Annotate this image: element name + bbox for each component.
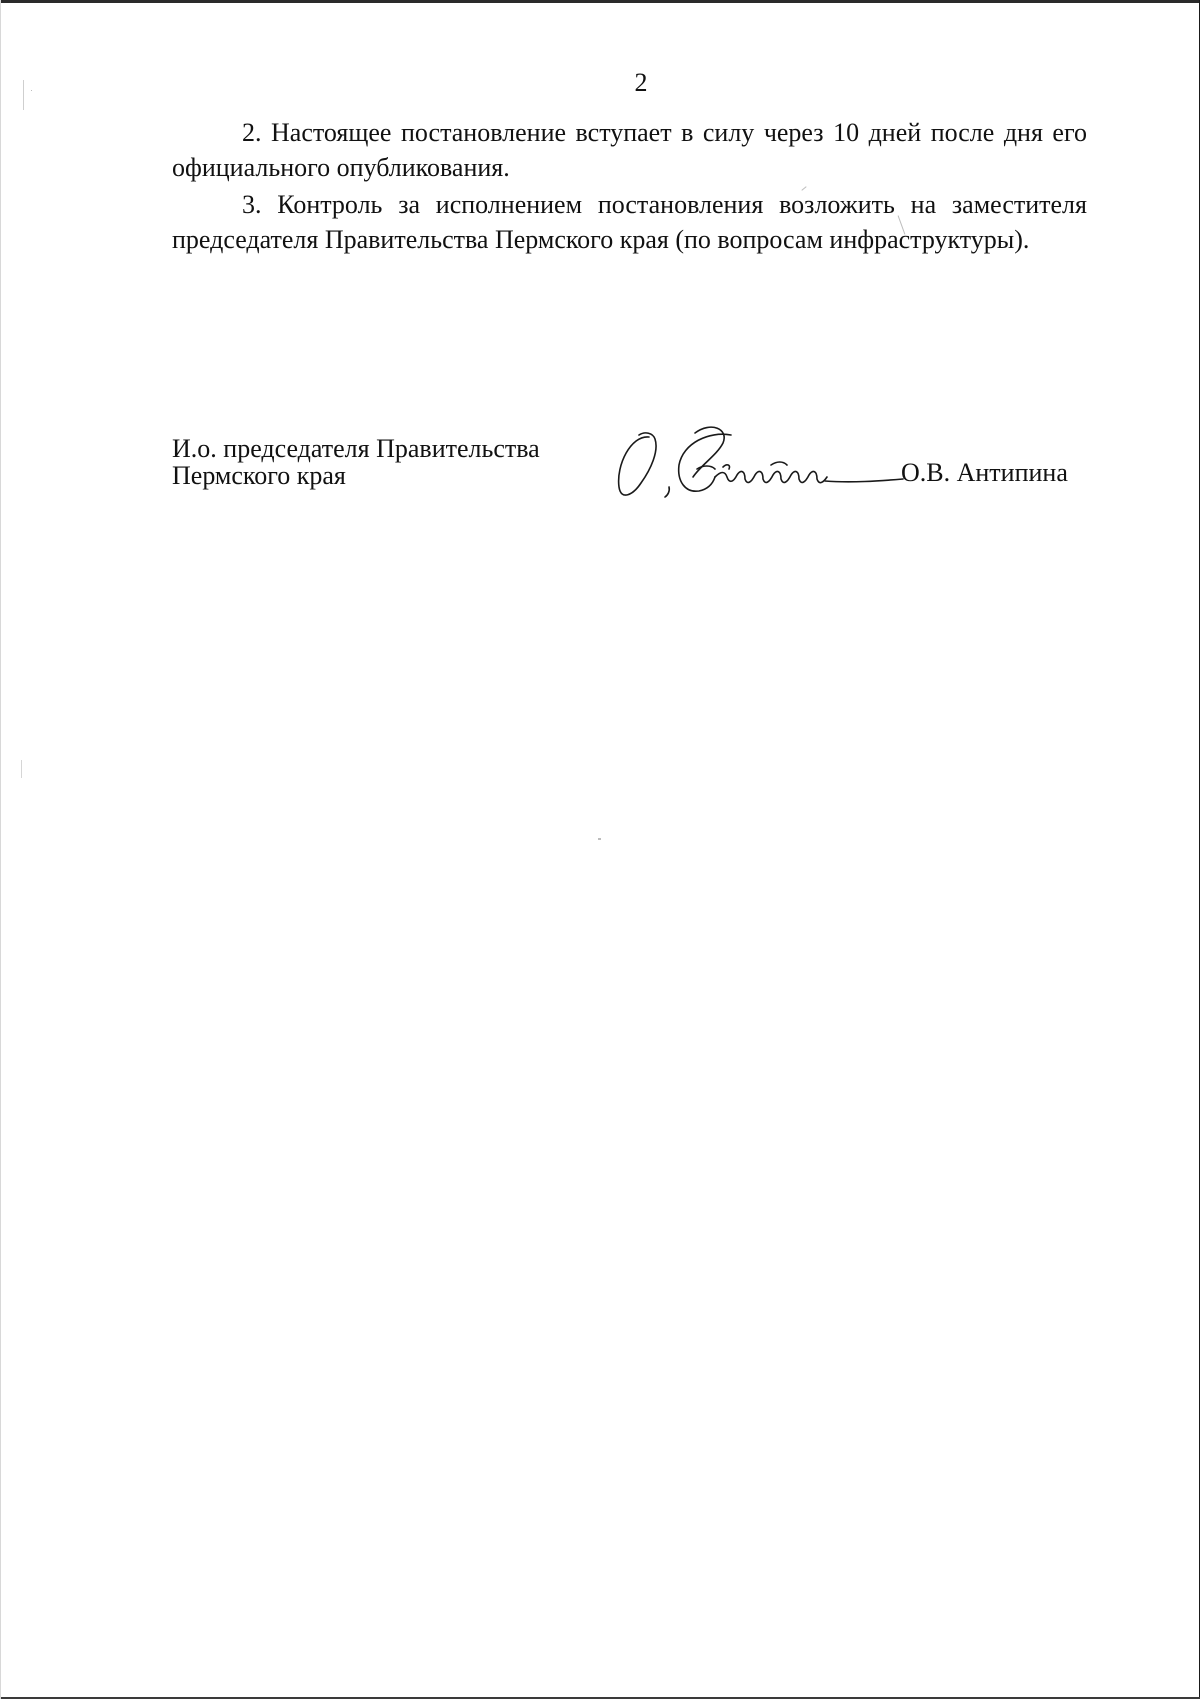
scan-speck [598,838,601,840]
scan-speck [21,760,22,778]
scan-speck [31,90,32,91]
handwritten-signature [611,425,911,505]
page-number: 2 [634,68,648,97]
signatory-title: И.о. председателя Правительства Пермского края [172,434,540,490]
scan-edge-top [1,0,1200,3]
signatory-name: О.В. Антипина [901,458,1068,487]
scan-speck [23,80,24,110]
paragraph-control-assignment: 3. Контроль за исполнением постановления возложить на заместителя председателя Правительства Пермского края (по вопросам инфраструктуры). [172,190,1087,254]
paragraph-effective-date: 2. Настоящее постановление вступает в силу через 10 дней после дня его официального опубликования. [172,118,1087,182]
